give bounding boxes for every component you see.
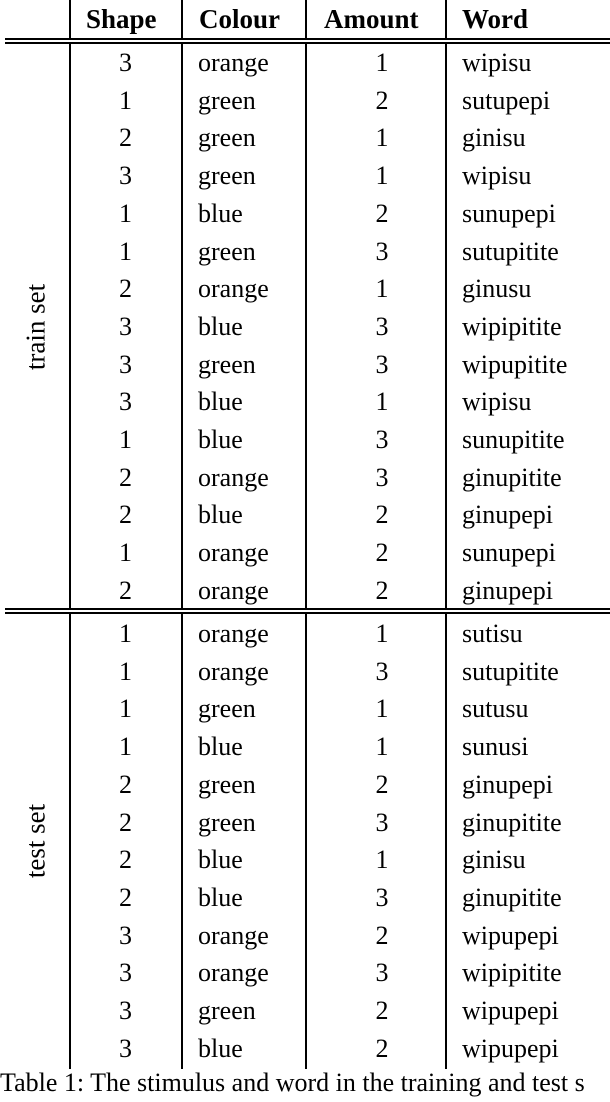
amount-cell: 3 — [375, 882, 389, 912]
shape-cell: 3 — [119, 387, 132, 417]
word-cell: sutisu — [462, 619, 523, 648]
header-double-rule-bottom — [5, 42, 610, 44]
colour-cell: blue — [198, 732, 243, 762]
amount-divider-train — [445, 43, 447, 609]
amount-cell: 3 — [375, 462, 389, 492]
word-cell: sutupitite — [462, 236, 559, 266]
colour-cell: green — [198, 694, 256, 724]
word-cell: wipupepi — [462, 920, 559, 950]
train-set-label: train set — [20, 283, 51, 370]
word-cell: sunusi — [462, 732, 529, 762]
table-caption: Table 1: The stimulus and word in the training and test s — [0, 1068, 585, 1097]
shape-cell: 1 — [119, 85, 132, 115]
word-cell: wipipitite — [462, 311, 562, 341]
colour-cell: green — [198, 996, 256, 1025]
colour-cell: green — [198, 807, 256, 837]
shape-cell: 1 — [119, 694, 132, 724]
colour-cell: blue — [198, 425, 243, 454]
group-divider-test — [69, 613, 71, 1069]
word-cell: ginupepi — [462, 500, 553, 530]
shape-divider-test — [181, 613, 183, 1069]
colour-cell: orange — [198, 274, 269, 304]
shape-cell: 2 — [119, 500, 132, 530]
shape-cell: 2 — [119, 882, 132, 912]
amount-cell: 2 — [375, 500, 389, 530]
group-double-rule-bottom — [5, 612, 610, 614]
colour-cell: orange — [198, 619, 269, 648]
colour-cell: orange — [198, 462, 269, 492]
shape-cell: 1 — [119, 425, 132, 454]
shape-cell: 3 — [119, 958, 132, 988]
header-word: Word — [462, 3, 529, 34]
shape-cell: 1 — [119, 198, 132, 228]
word-cell: wipupepi — [462, 996, 559, 1025]
test-set-label: test set — [20, 804, 51, 879]
word-cell: ginupitite — [462, 807, 562, 837]
colour-cell: orange — [198, 656, 269, 686]
word-cell: sutusu — [462, 694, 529, 724]
word-cell: ginupitite — [462, 882, 562, 912]
amount-cell: 2 — [375, 769, 389, 799]
amount-cell: 2 — [375, 1033, 389, 1063]
amount-cell: 2 — [375, 198, 389, 228]
amount-cell: 3 — [375, 349, 389, 379]
amount-cell: 2 — [375, 996, 389, 1025]
word-cell: wipisu — [462, 387, 532, 417]
shape-cell: 3 — [119, 349, 132, 379]
shape-cell: 2 — [119, 462, 132, 492]
word-cell: sutupepi — [462, 85, 551, 115]
colour-cell: green — [198, 349, 256, 379]
colour-cell: blue — [198, 882, 243, 912]
shape-cell: 1 — [119, 656, 132, 686]
word-cell: sutupitite — [462, 656, 559, 686]
shape-cell: 1 — [119, 732, 132, 762]
colour-divider-train — [305, 43, 307, 609]
shape-cell: 3 — [119, 996, 132, 1025]
colour-cell: orange — [198, 48, 269, 77]
colour-cell: blue — [198, 845, 243, 875]
amount-cell: 1 — [375, 123, 389, 153]
shape-cell: 2 — [119, 123, 132, 153]
header-amount: Amount — [324, 3, 419, 34]
word-cell: ginusu — [462, 274, 532, 304]
amount-cell: 2 — [375, 920, 389, 950]
shape-cell: 1 — [119, 236, 132, 266]
shape-divider-train — [181, 43, 183, 609]
amount-cell: 3 — [375, 656, 389, 686]
word-cell: wipupepi — [462, 1033, 559, 1063]
colour-cell: green — [198, 161, 256, 191]
shape-divider-header — [181, 0, 183, 39]
shape-cell: 2 — [119, 274, 132, 304]
colour-cell: blue — [198, 198, 243, 228]
amount-cell: 3 — [375, 958, 389, 988]
colour-cell: blue — [198, 1033, 243, 1063]
amount-divider-test — [445, 613, 447, 1069]
word-cell: sunupepi — [462, 198, 556, 228]
amount-cell: 1 — [375, 48, 389, 77]
amount-cell: 1 — [375, 732, 389, 762]
shape-cell: 1 — [119, 619, 132, 648]
word-cell: ginisu — [462, 845, 526, 875]
amount-cell: 2 — [375, 85, 389, 115]
shape-cell: 3 — [119, 1033, 132, 1063]
colour-cell: blue — [198, 387, 243, 417]
colour-cell: orange — [198, 575, 269, 605]
amount-divider-header — [445, 0, 447, 39]
amount-cell: 3 — [375, 425, 389, 454]
amount-cell: 2 — [375, 575, 389, 605]
colour-cell: orange — [198, 538, 269, 568]
amount-cell: 1 — [375, 694, 389, 724]
word-cell: wipupitite — [462, 349, 568, 379]
colour-cell: green — [198, 85, 256, 115]
colour-cell: orange — [198, 958, 269, 988]
word-cell: wipipitite — [462, 958, 562, 988]
shape-cell: 3 — [119, 311, 132, 341]
word-cell: ginupepi — [462, 575, 553, 605]
group-double-rule-top — [5, 608, 610, 610]
colour-cell: blue — [198, 311, 243, 341]
word-cell: wipisu — [462, 48, 532, 77]
group-divider-header — [69, 0, 71, 39]
word-cell: wipisu — [462, 161, 532, 191]
amount-cell: 2 — [375, 538, 389, 568]
colour-cell: green — [198, 769, 256, 799]
header-double-rule-top — [5, 38, 610, 40]
amount-cell: 1 — [375, 845, 389, 875]
word-cell: ginupepi — [462, 769, 553, 799]
word-cell: ginisu — [462, 123, 526, 153]
colour-cell: green — [198, 123, 256, 153]
colour-cell: green — [198, 236, 256, 266]
amount-cell: 3 — [375, 311, 389, 341]
amount-cell: 1 — [375, 161, 389, 191]
header-colour: Colour — [199, 3, 280, 34]
shape-cell: 2 — [119, 769, 132, 799]
word-cell: sunupitite — [462, 425, 565, 454]
header-shape: Shape — [86, 3, 157, 34]
shape-cell: 2 — [119, 845, 132, 875]
colour-divider-header — [305, 0, 307, 39]
amount-cell: 1 — [375, 274, 389, 304]
word-cell: sunupepi — [462, 538, 556, 568]
colour-cell: blue — [198, 500, 243, 530]
amount-cell: 3 — [375, 236, 389, 266]
amount-cell: 1 — [375, 387, 389, 417]
shape-cell: 2 — [119, 575, 132, 605]
shape-cell: 3 — [119, 161, 132, 191]
amount-cell: 3 — [375, 807, 389, 837]
shape-cell: 2 — [119, 807, 132, 837]
colour-cell: orange — [198, 920, 269, 950]
amount-cell: 1 — [375, 619, 389, 648]
group-divider-train — [69, 43, 71, 609]
shape-cell: 3 — [119, 48, 132, 77]
word-cell: ginupitite — [462, 462, 562, 492]
shape-cell: 3 — [119, 920, 132, 950]
shape-cell: 1 — [119, 538, 132, 568]
colour-divider-test — [305, 613, 307, 1069]
